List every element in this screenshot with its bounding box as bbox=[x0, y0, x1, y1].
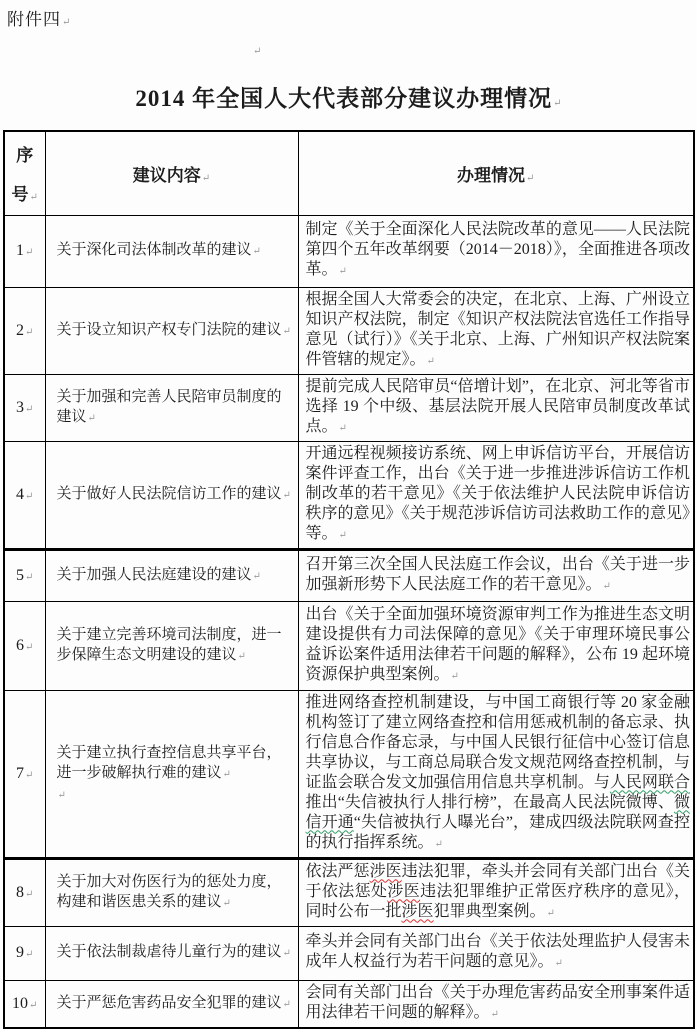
paragraph-mark-icon bbox=[338, 261, 347, 278]
table-row bbox=[4, 690, 694, 858]
table-row bbox=[4, 215, 694, 287]
table-row bbox=[4, 858, 694, 926]
spellcheck-underlined-text: 涉医 bbox=[369, 862, 402, 880]
paragraph-mark-icon bbox=[554, 953, 563, 970]
paragraph-mark-icon bbox=[61, 10, 70, 29]
suggestions-table bbox=[3, 130, 695, 1029]
page-title-text: 2014 年全国人大代表部分建议办理情况 bbox=[135, 86, 553, 111]
paragraph-mark-icon bbox=[282, 995, 291, 1011]
handling-cell: 提前完成人民陪审员“倍增计划”，在北京、河北等省市选择 19 个中级、基层法院开展人民陪审员制度改革试点。 ↵ bbox=[298, 374, 694, 441]
paragraph-mark-icon bbox=[282, 944, 291, 960]
row-number: 1 ↵ bbox=[4, 215, 45, 287]
empty-paragraph bbox=[57, 785, 295, 805]
paragraph-mark-icon bbox=[252, 567, 261, 583]
paragraph-mark-icon bbox=[24, 765, 33, 782]
row-number: 2 ↵ bbox=[4, 287, 45, 374]
handling-cell: 根据全国人大常委会的决定，在北京、上海、广州设立知识产权法院，制定《知识产权法院法官选任工作指导意见（试行）》《关于北京、上海、广州知识产权法院案件管辖的规定》。 ↵ bbox=[298, 287, 694, 374]
table-row bbox=[4, 441, 694, 549]
handling-cell: 推进网络查控机制建设，与中国工商银行等 20 家金融机构签订了建立网络查控和信用惩戒机制的备忘录、执行信息合作备忘录，与中国人民银行征信中心签订信息共享协议，与工商总局联合发文规范网络查控机制，与证监会联合发文加强信用信息共享机制。与人民网联合推出“失信被执行人排行榜”，在最高人民法院微博、微信开通“失信被执行人曝光台”，建成四级法院联网查控的执行指挥系统。 ↵ bbox=[298, 690, 694, 858]
paragraph-mark-icon bbox=[24, 884, 33, 901]
spellcheck-underlined-text: 涉医 bbox=[387, 882, 421, 900]
suggestion-cell: 关于依法制裁虐待儿童行为的建议 ↵ bbox=[45, 926, 298, 980]
handling-cell: 会同有关部门出台《关于办理危害药品安全刑事案件适用法律若干问题的解释》。 ↵ bbox=[298, 980, 694, 1028]
paragraph-mark-icon bbox=[29, 185, 38, 204]
suggestion-cell: 关于加大对伤医行为的惩处力度，构建和谐医患关系的建议 ↵ bbox=[45, 858, 298, 926]
paragraph-mark-icon bbox=[338, 525, 347, 542]
table-row bbox=[4, 287, 694, 374]
handling-cell: 召开第三次全国人民法庭工作会议，出台《关于进一步加强新形势下人民法庭工作的若干意见》。 ↵ bbox=[298, 549, 694, 601]
paragraph-mark-icon bbox=[24, 322, 33, 339]
grammar-underlined-text: 人民网联合 bbox=[609, 773, 690, 791]
row-number: 4 ↵ bbox=[4, 441, 45, 549]
table-header-row bbox=[4, 131, 694, 215]
attachment-label bbox=[0, 0, 697, 35]
table-row bbox=[4, 980, 694, 1028]
paragraph-mark-icon bbox=[237, 647, 246, 663]
row-number: 7 ↵ bbox=[4, 690, 45, 858]
row-number: 8 ↵ bbox=[4, 858, 45, 926]
paragraph-mark-icon bbox=[24, 242, 33, 259]
suggestion-cell: 关于深化司法体制改革的建议 ↵ bbox=[45, 215, 298, 287]
table-row bbox=[4, 374, 694, 441]
paragraph-mark-icon bbox=[222, 765, 231, 781]
suggestion-cell: 关于设立知识产权专门法院的建议 ↵ bbox=[45, 287, 298, 374]
paragraph-mark-icon bbox=[24, 399, 33, 416]
header-index-bottom: 号 ↵ bbox=[12, 180, 38, 205]
header-index-top: 序 bbox=[16, 146, 34, 166]
paragraph-mark-icon bbox=[24, 567, 33, 584]
paragraph-mark-icon bbox=[338, 418, 347, 435]
suggestion-cell: 关于加强和完善人民陪审员制度的建议 ↵ bbox=[45, 374, 298, 441]
suggestion-cell: 关于严惩危害药品安全犯罪的建议 ↵ bbox=[45, 980, 298, 1028]
paragraph-mark-icon bbox=[602, 576, 611, 593]
attachment-text: 附件四 bbox=[7, 10, 61, 29]
page-title bbox=[0, 85, 697, 118]
paragraph-mark-icon bbox=[28, 995, 37, 1012]
paragraph-mark-icon bbox=[490, 1004, 499, 1021]
paragraph-mark-icon bbox=[201, 166, 210, 185]
handling-cell: 制定《关于全面深化人民法院改革的意见——人民法院第四个五年改革纲要（2014－2018）》，全面推进各项改革。 ↵ bbox=[298, 215, 694, 287]
spellcheck-underlined-text: 涉医 bbox=[401, 902, 434, 920]
header-suggestion: 建议内容 ↵ bbox=[45, 131, 298, 215]
paragraph-mark-icon bbox=[252, 41, 261, 58]
paragraph-mark-icon bbox=[434, 834, 443, 851]
row-number: 5 ↵ bbox=[4, 549, 45, 601]
paragraph-mark-icon bbox=[24, 486, 33, 503]
table-row bbox=[4, 926, 694, 980]
paragraph-mark-icon bbox=[282, 322, 291, 338]
paragraph-mark-icon bbox=[87, 409, 96, 425]
paragraph-mark-icon bbox=[57, 786, 66, 802]
paragraph-mark-icon bbox=[546, 903, 555, 920]
header-index bbox=[4, 131, 45, 215]
row-number: 10 ↵ bbox=[4, 980, 45, 1028]
header-index-vertical bbox=[5, 141, 45, 205]
grammar-underlined-text: 微信开通 bbox=[305, 793, 690, 831]
empty-paragraph bbox=[0, 35, 697, 65]
handling-cell: 依法严惩涉医违法犯罪，牵头并会同有关部门出台《关于依法惩处涉医违法犯罪维护正常医疗秩序的意见》，同时公布一批涉医犯罪典型案例。 ↵ bbox=[298, 858, 694, 926]
suggestion-cell: 关于加强人民法庭建设的建议 ↵ bbox=[45, 549, 298, 601]
handling-cell: 开通远程视频接访系统、网上申诉信访平台，开展信访案件评查工作，出台《关于进一步推进涉诉信访工作机制改革的若干意见》《关于依法维护人民法院申诉信访秩序的意见》《关于规范涉诉信访司法救助工作的意见》等。 ↵ bbox=[298, 441, 694, 549]
handling-cell: 出台《关于全面加强环境资源审判工作为推进生态文明建设提供有力司法保障的意见》《关于审理环境民事公益诉讼案件适用法律若干问题的解释》，公布 19 起环境资源保护典型案例。 ↵ bbox=[298, 601, 694, 690]
paragraph-mark-icon bbox=[552, 86, 561, 111]
paragraph-mark-icon bbox=[525, 166, 534, 185]
suggestion-cell: 关于建立执行查控信息共享平台，进一步破解执行难的建议 ↵ ↵ bbox=[45, 690, 298, 858]
paragraph-mark-icon bbox=[24, 944, 33, 961]
paragraph-mark-icon bbox=[282, 486, 291, 502]
handling-cell: 牵头并会同有关部门出台《关于依法处理监护人侵害未成年人权益行为若干问题的意见》。 ↵ bbox=[298, 926, 694, 980]
paragraph-mark-icon bbox=[24, 637, 33, 654]
paragraph-mark-icon bbox=[426, 351, 435, 368]
row-number: 9 ↵ bbox=[4, 926, 45, 980]
paragraph-mark-icon bbox=[222, 894, 231, 910]
header-handling: 办理情况 ↵ bbox=[298, 131, 694, 215]
table-row bbox=[4, 601, 694, 690]
paragraph-mark-icon bbox=[252, 242, 261, 258]
suggestion-cell: 关于做好人民法院信访工作的建议 ↵ bbox=[45, 441, 298, 549]
paragraph-mark-icon bbox=[450, 666, 459, 683]
row-number: 6 ↵ bbox=[4, 601, 45, 690]
table-row bbox=[4, 549, 694, 601]
suggestion-cell: 关于建立完善环境司法制度，进一步保障生态文明建设的建议 ↵ bbox=[45, 601, 298, 690]
row-number: 3 ↵ bbox=[4, 374, 45, 441]
